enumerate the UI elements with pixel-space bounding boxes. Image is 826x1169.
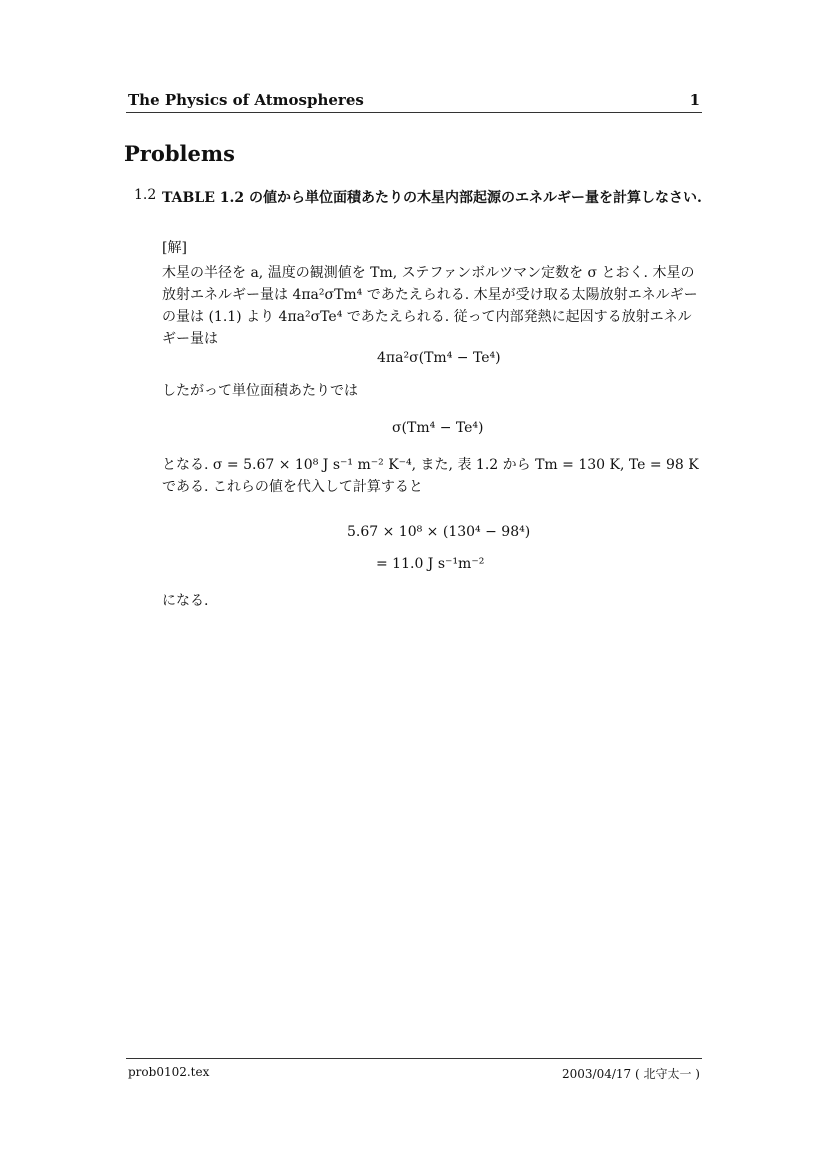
paragraph-1: 木星の半径を a, 温度の観測値を Tm, ステファンボルツマン定数を σ とおく. 木星の放射エネルギー量は 4πa²σTm⁴ であたえられる. 木星が受け取る太陽放射エネルギーの量は (1.1) より 4πa²σTe⁴ であたえられる. 従って内部発熱に起因する放射エネルギー量は xyxy=(162,265,698,347)
solution-label: [解] xyxy=(162,240,187,256)
paragraph-4: になる. xyxy=(162,593,209,609)
problem-number: 1.2 xyxy=(134,187,157,203)
equation-1: 4πa²σ(Tm⁴ − Te⁴) xyxy=(377,350,501,366)
running-footer xyxy=(126,1058,702,1081)
page-number: 1 xyxy=(689,91,700,109)
footer-date: 2003/04/17 ( 北守太一 ) xyxy=(562,1067,700,1081)
equation-2: σ(Tm⁴ − Te⁴) xyxy=(392,420,484,436)
paragraph-3: となる. σ = 5.67 × 10⁸ J s⁻¹ m⁻² K⁻⁴, また, 表 1.2 から Tm = 130 K, Te = 98 K である. これらの値を代入して計算すると xyxy=(162,457,699,495)
section-title: Problems xyxy=(124,141,235,166)
running-header xyxy=(126,90,702,113)
header-title: The Physics of Atmospheres xyxy=(128,91,364,109)
problem-statement: TABLE 1.2 の値から単位面積あたりの木星内部起源のエネルギー量を計算しなさい. xyxy=(162,190,702,206)
paragraph-2: したがって単位面積あたりでは xyxy=(162,383,358,399)
equation-3-line-2: = 11.0 J s⁻¹m⁻² xyxy=(376,556,485,572)
equation-3-line-1: 5.67 × 10⁸ × (130⁴ − 98⁴) xyxy=(347,524,531,540)
footer-filename: prob0102.tex xyxy=(128,1065,210,1079)
